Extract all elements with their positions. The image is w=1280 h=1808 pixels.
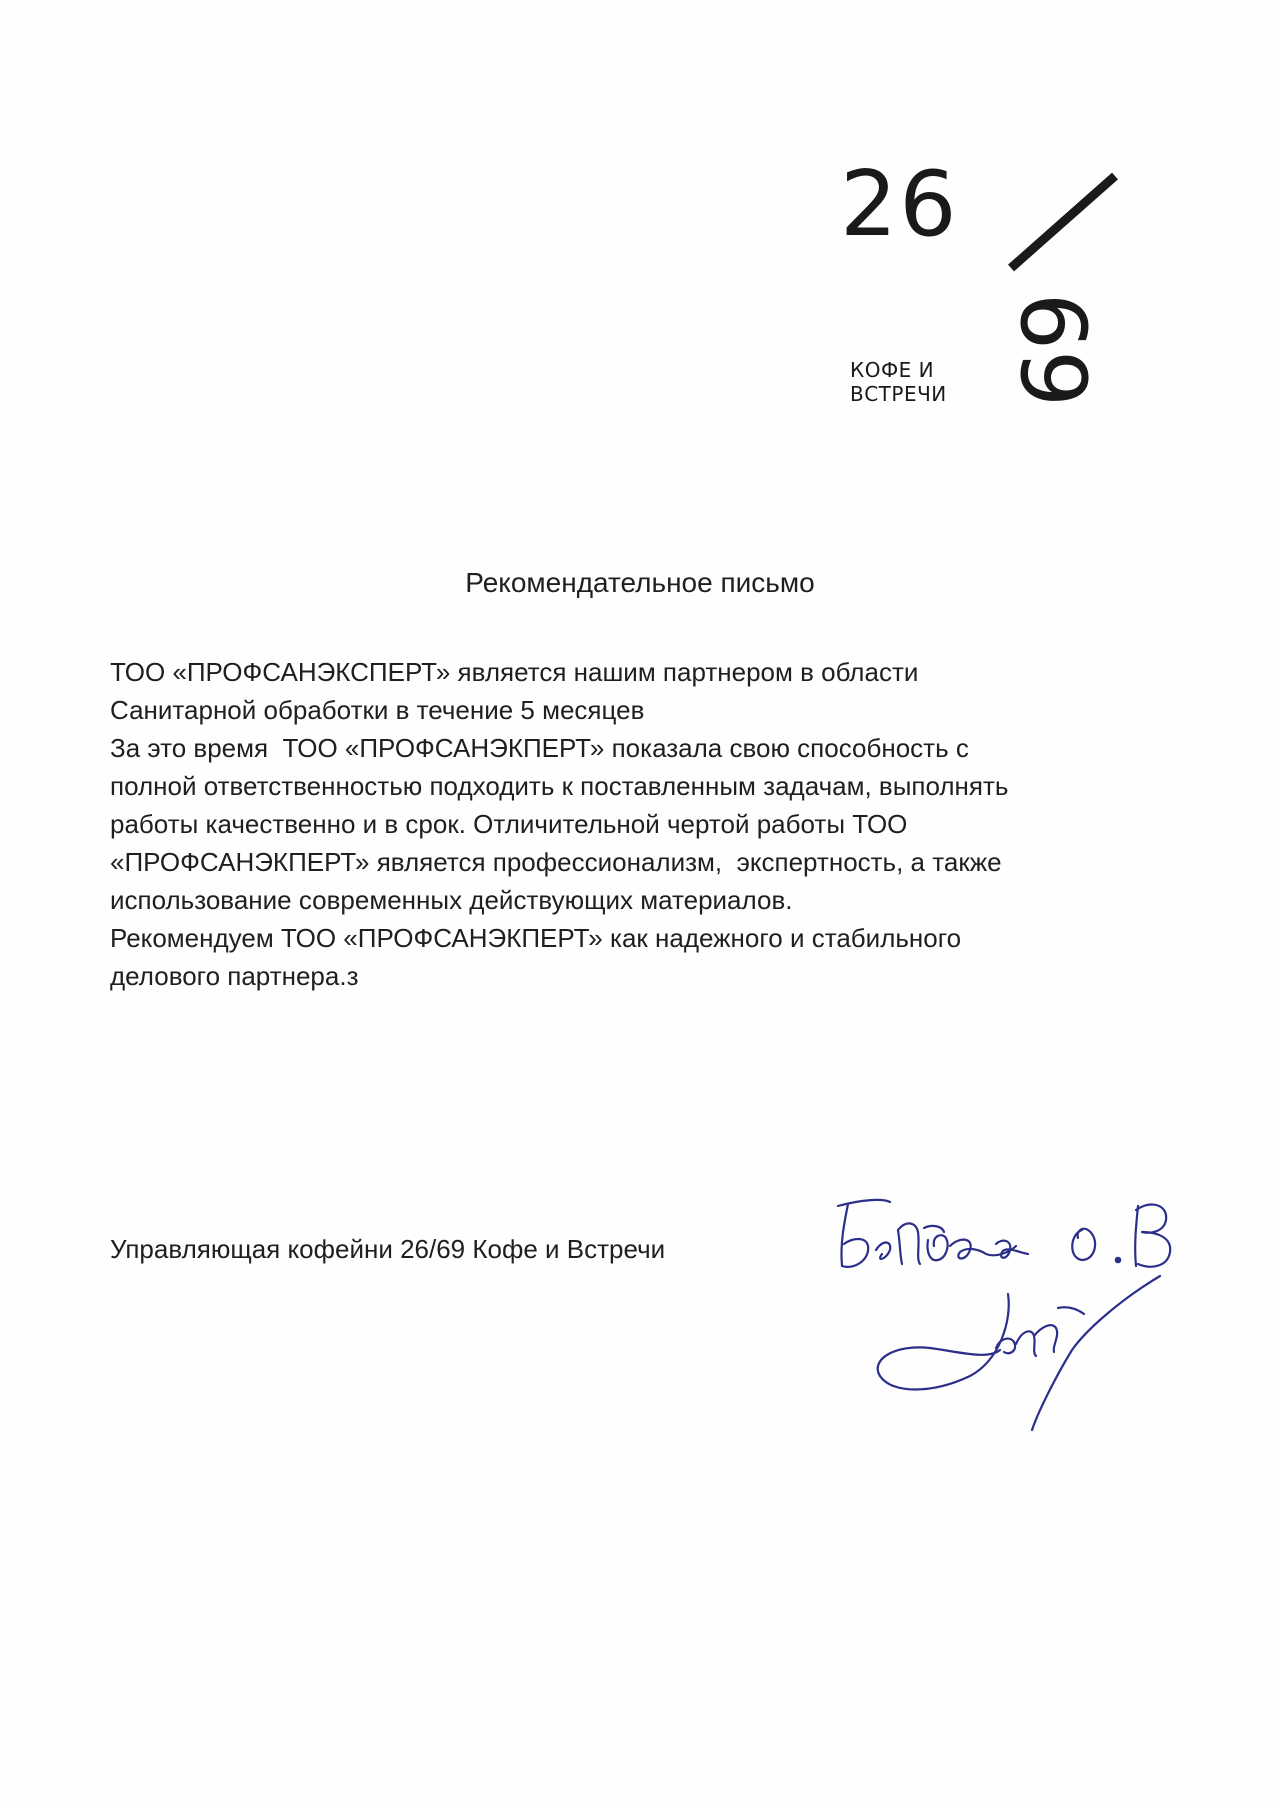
letter-line: Санитарной обработки в течение 5 месяцев xyxy=(110,695,645,725)
letter-line: «ПРОФСАНЭКПЕРТ» является профессионализм, экспертность, а также xyxy=(110,847,1002,877)
company-logo xyxy=(840,152,1110,420)
logo-number-69: 69 xyxy=(1000,292,1105,408)
letter-line: За это время ТОО «ПРОФСАНЭКПЕРТ» показала свою способность с xyxy=(110,733,969,763)
letter-line: работы качественно и в срок. Отличительной чертой работы ТОО xyxy=(110,809,908,839)
letter-line: использование современных действующих материалов. xyxy=(110,885,793,915)
signature-flourish xyxy=(878,1276,1160,1430)
letter-line: ТОО «ПРОФСАНЭКСПЕРТ» является нашим партнером в области xyxy=(110,657,919,687)
letter-line: Рекомендуем ТОО «ПРОФСАНЭКПЕРТ» как надежного и стабильного xyxy=(110,923,962,953)
handwritten-name xyxy=(838,1200,1170,1267)
logo-slash xyxy=(1003,172,1123,272)
logo-number-26: 26 xyxy=(840,152,959,257)
logo-caption-line-1: КОФЕ И xyxy=(850,358,935,382)
letter-body xyxy=(110,653,1110,995)
letter-line: полной ответственностью подходить к поставленным задачам, выполнять xyxy=(110,771,1009,801)
logo-caption-line-2: ВСТРЕЧИ xyxy=(850,382,947,406)
signoff-position: Управляющая кофейни 26/69 Кофе и Встречи xyxy=(110,1234,666,1264)
letter-title: Рекомендательное письмо xyxy=(465,567,815,598)
handwritten-signature xyxy=(820,1180,1240,1440)
letter-line: делового партнера.з xyxy=(110,961,359,991)
logo-caption xyxy=(850,358,947,406)
